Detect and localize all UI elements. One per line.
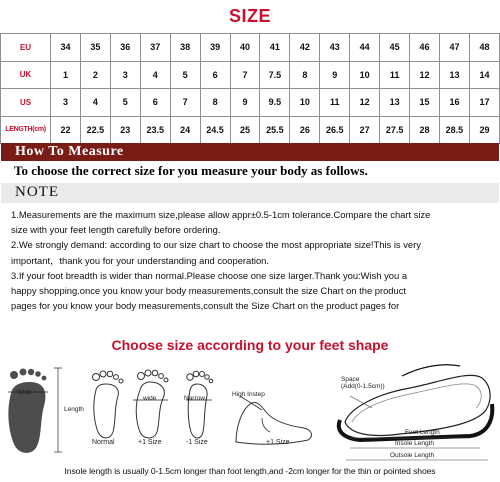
size-row-label: EU [1, 34, 51, 62]
note-line: 2.We strongly demand: according to our size chart to choose the most appropriate size!This is very [11, 239, 421, 251]
insole-length-label: Insole Length [395, 440, 435, 447]
size-cell: 3 [110, 61, 140, 89]
size-cell: 28.5 [439, 116, 469, 144]
size-cell: 8 [290, 61, 320, 89]
size-cell: 37 [140, 34, 170, 62]
size-cell: 42 [290, 34, 320, 62]
space-label: Space [341, 376, 360, 383]
choose-size-heading: Choose size according to your feet shape [111, 337, 389, 353]
size-cell: 48 [469, 34, 499, 62]
size-cell: 26.5 [320, 116, 350, 144]
size-row-label: LENGTH(cm) [1, 116, 51, 144]
size-cell: 17 [469, 89, 499, 117]
size-cell: 35 [80, 34, 110, 62]
size-cell: 5 [110, 89, 140, 117]
size-cell: 24 [170, 116, 200, 144]
size-cell: 7 [170, 89, 200, 117]
size-cell: 4 [80, 89, 110, 117]
size-cell: 16 [439, 89, 469, 117]
size-cell: 4 [140, 61, 170, 89]
size-cell: 24.5 [200, 116, 230, 144]
note-list [11, 207, 499, 313]
size-cell: 12 [350, 89, 380, 117]
size-cell: 26 [290, 116, 320, 144]
wide-foot-icon [133, 370, 168, 438]
size-cell: 7 [230, 61, 260, 89]
size-cell: 12 [410, 61, 440, 89]
size-row-label: US [1, 89, 51, 117]
minus-one-size-label: -1 Size [186, 439, 208, 446]
plus-one-size-label: +1 Size [138, 439, 162, 446]
size-cell: 45 [380, 34, 410, 62]
size-cell: 11 [320, 89, 350, 117]
size-cell: 2 [80, 61, 110, 89]
size-cell: 3 [51, 89, 81, 117]
size-row [1, 89, 500, 117]
size-cell: 43 [320, 34, 350, 62]
space-add-label: (Add(0-1.5cm)) [341, 383, 385, 390]
size-cell: 14 [469, 61, 499, 89]
size-cell: 11 [380, 61, 410, 89]
size-cell: 28 [410, 116, 440, 144]
size-cell: 38 [170, 34, 200, 62]
size-cell: 9.5 [260, 89, 290, 117]
plus-one-size-instep-label: +1 Size [266, 439, 290, 446]
note-line: happy shopping.once you know your body measurements,consult the size Chart on the product [11, 284, 407, 296]
size-cell: 39 [200, 34, 230, 62]
size-cell: 22 [51, 116, 81, 144]
size-cell: 9 [320, 61, 350, 89]
size-cell: 5 [170, 61, 200, 89]
narrow-foot-label: Narrow [184, 395, 205, 402]
high-instep-foot-icon [236, 396, 311, 444]
size-cell: 13 [439, 61, 469, 89]
size-cell: 1 [51, 61, 81, 89]
size-cell: 27.5 [380, 116, 410, 144]
note-line: size with your feet length carefully before ordering. [11, 224, 221, 236]
how-to-measure-text: To choose the correct size for you measure your body as follows. [14, 163, 368, 178]
size-cell: 25.5 [260, 116, 290, 144]
size-cell: 25 [230, 116, 260, 144]
size-cell: 27 [350, 116, 380, 144]
foot-sole-icon [8, 368, 62, 453]
high-instep-label: High Instep [232, 391, 265, 398]
how-to-measure-banner [1, 143, 499, 161]
wide-foot-label: wide [143, 395, 157, 402]
insole-length-footnote: Insole length is usually 0-1.5cm longer than foot length,and -2cm longer for the thin or pointed shoes [64, 466, 436, 476]
size-cell: 6 [200, 61, 230, 89]
foot-length-label: Foot Length [405, 429, 440, 436]
size-chart-table [0, 33, 500, 144]
outsole-length-label: Outsole Length [390, 452, 435, 459]
note-line: important，thank you for your understanding and cooperation. [11, 254, 269, 266]
size-cell: 13 [380, 89, 410, 117]
feet-shape-diagram [0, 360, 500, 465]
size-cell: 10 [350, 61, 380, 89]
normal-foot-icon [93, 371, 124, 438]
length-label: Length [64, 406, 84, 413]
size-cell: 15 [410, 89, 440, 117]
size-cell: 8 [200, 89, 230, 117]
note-line: 1.Measurements are the maximum size,please allow appr±0.5-1cm tolerance.Compare the chart size [11, 209, 431, 220]
wide-label: Wide [17, 389, 32, 396]
size-cell: 23 [110, 116, 140, 144]
note-line: pages for you know your body measurements,consult the Size Chart on the product pages for [11, 300, 400, 312]
size-cell: 44 [350, 34, 380, 62]
size-cell: 22.5 [80, 116, 110, 144]
size-row [1, 61, 500, 89]
normal-label: Normal [92, 439, 115, 446]
size-cell: 47 [439, 34, 469, 62]
size-cell: 41 [260, 34, 290, 62]
size-cell: 23.5 [140, 116, 170, 144]
size-cell: 36 [110, 34, 140, 62]
size-cell: 7.5 [260, 61, 290, 89]
size-title: SIZE [228, 6, 271, 26]
size-cell: 46 [410, 34, 440, 62]
size-row [1, 116, 500, 144]
note-line: 3.If your foot breadth is wider than normal.Please choose one size larger.Thank you:Wish you a [11, 269, 408, 281]
size-row-label: UK [1, 61, 51, 89]
size-row [1, 34, 500, 62]
narrow-foot-icon [186, 371, 213, 438]
size-cell: 34 [51, 34, 81, 62]
size-cell: 9 [230, 89, 260, 117]
how-to-measure-heading: How To Measure [15, 144, 124, 159]
size-cell: 40 [230, 34, 260, 62]
size-cell: 10 [290, 89, 320, 117]
note-banner [1, 183, 499, 203]
size-cell: 6 [140, 89, 170, 117]
size-cell: 29 [469, 116, 499, 144]
note-heading: NOTE [15, 184, 59, 200]
